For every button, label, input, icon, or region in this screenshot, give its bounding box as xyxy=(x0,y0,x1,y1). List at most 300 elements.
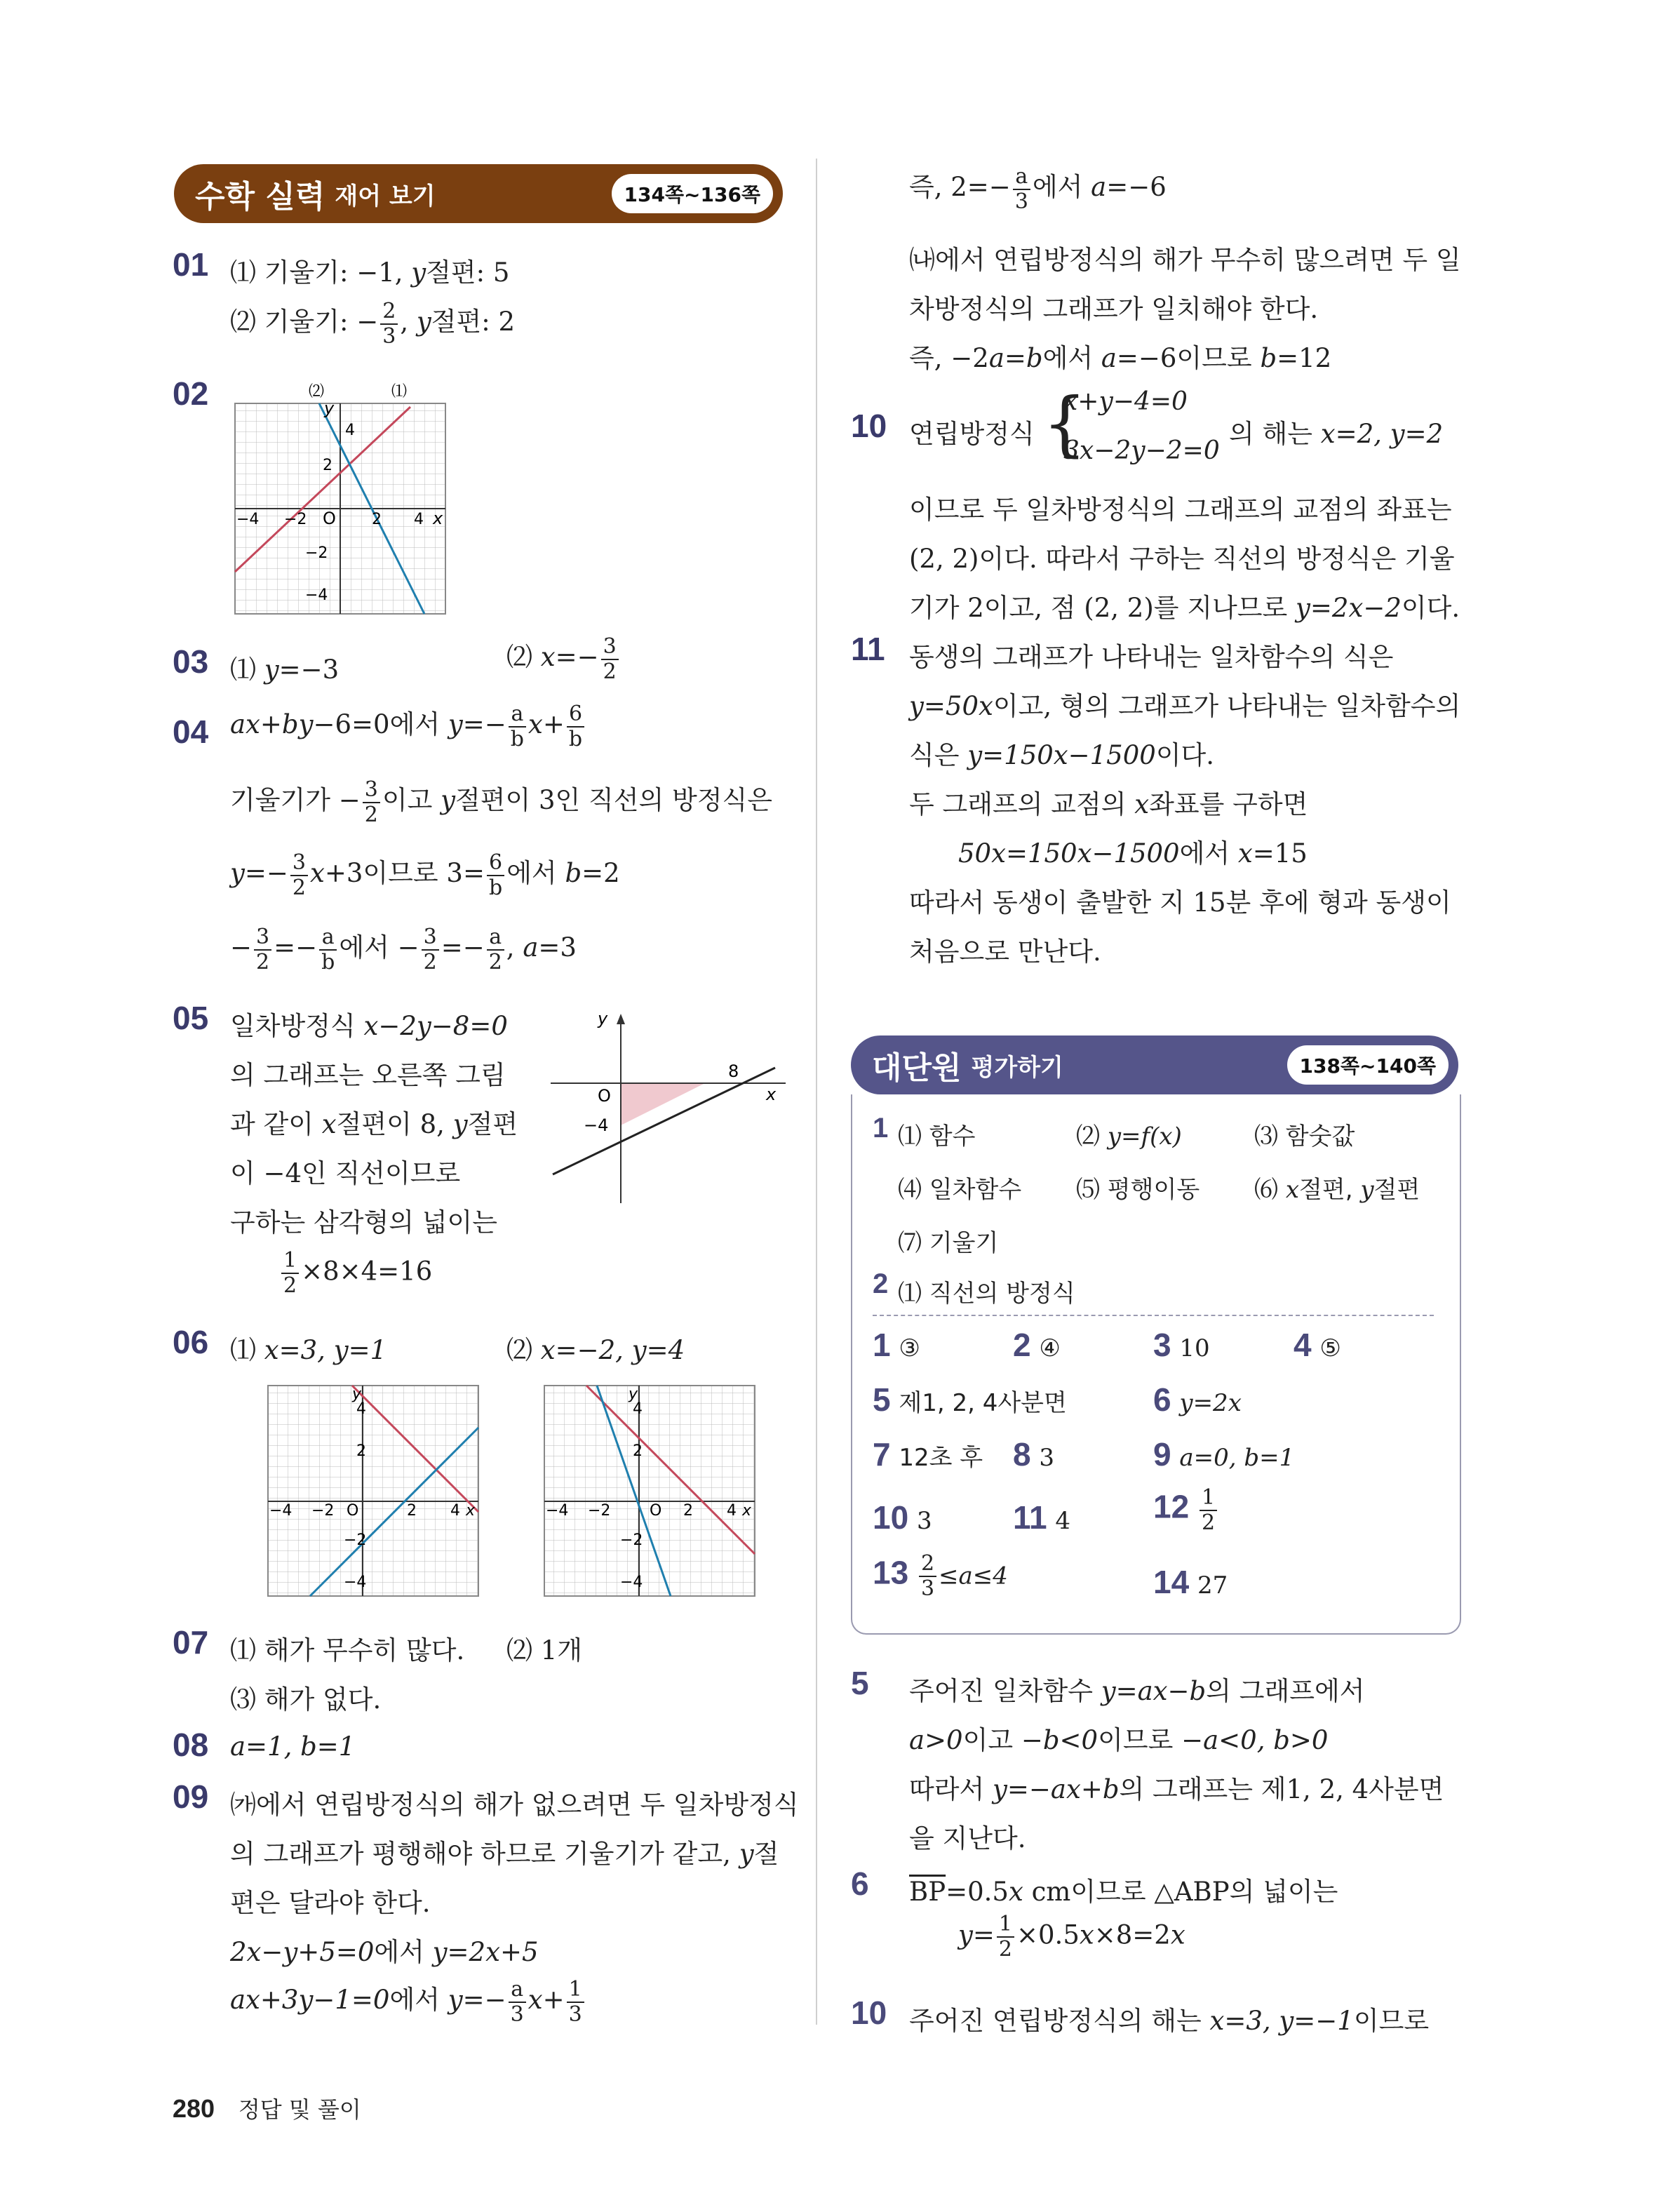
footer xyxy=(173,2092,361,2124)
text: x xyxy=(321,1109,337,1139)
problem-09-right3 xyxy=(909,288,1318,326)
text: 이다. xyxy=(1155,740,1215,770)
denominator: 2 xyxy=(292,875,307,900)
answer-number: 14 xyxy=(1153,1564,1190,1600)
text: ⑶ 함숫값 xyxy=(1254,1122,1355,1151)
text: =0.5 xyxy=(946,1877,1009,1907)
text: x xyxy=(528,709,543,739)
explanation-5-line4 xyxy=(909,1817,1026,1855)
text: 에서 xyxy=(1032,172,1091,202)
right-section-banner xyxy=(851,1035,1458,1094)
summary-1-7 xyxy=(898,1224,998,1258)
text: +3이므로 3= xyxy=(324,858,485,888)
text: 에서 xyxy=(389,1985,448,2015)
left-section-banner xyxy=(174,164,783,223)
problem-11-line7 xyxy=(909,930,1101,968)
text: a>0 xyxy=(909,1725,963,1755)
text: ⑴ 기울기: −1, xyxy=(230,257,412,288)
numerator: 3 xyxy=(422,927,439,951)
problem-07 xyxy=(173,1623,208,1661)
fraction xyxy=(290,852,308,899)
problem-07-c xyxy=(230,1678,381,1716)
text: , xyxy=(506,932,523,963)
text: =2 xyxy=(582,858,620,888)
answer-value: 27 xyxy=(1197,1571,1228,1600)
numerator: 2 xyxy=(380,301,398,325)
problem-03-b xyxy=(506,636,621,683)
text: x=−2, y=4 xyxy=(540,1335,685,1365)
text: =15 xyxy=(1252,838,1308,869)
numerator: a xyxy=(487,927,504,951)
banner-pages: 138쪽~140쪽 xyxy=(1287,1045,1449,1085)
problem-07-a xyxy=(230,1629,464,1667)
text: y xyxy=(452,1109,468,1139)
answer-10 xyxy=(873,1499,932,1536)
text: 연립방정식 xyxy=(909,419,1035,449)
text: ⑵ xyxy=(506,642,541,672)
problem-11 xyxy=(851,630,885,668)
problem-08 xyxy=(173,1726,208,1764)
problem-06-b xyxy=(506,1329,685,1367)
text: 절편: 5 xyxy=(426,257,510,288)
text: ㈎에서 연립방정식의 해가 없으려면 두 일차방정식 xyxy=(230,1790,799,1820)
text: y xyxy=(416,307,431,337)
text: 기가 2이고, 점 (2, 2)를 지나므로 xyxy=(909,593,1296,623)
answer-number: 6 xyxy=(1153,1381,1171,1418)
fraction xyxy=(1200,1487,1217,1534)
text: 기울기가 − xyxy=(230,785,361,815)
problem-06-a xyxy=(230,1329,387,1367)
text: 동생의 그래프가 나타내는 일차함수의 식은 xyxy=(909,642,1394,672)
explanation-5-line1 xyxy=(909,1670,1364,1708)
text: y=ax−b xyxy=(1101,1676,1207,1706)
tick-y-4: 4 xyxy=(356,1400,366,1418)
text: 차방정식의 그래프가 일치해야 한다. xyxy=(909,294,1319,324)
problem-number: 5 xyxy=(851,1665,869,1701)
explanation-6-line1 xyxy=(909,1870,1338,1908)
text: 의 그래프는 오른쪽 그림 xyxy=(230,1060,506,1090)
problem-09 xyxy=(173,1778,208,1816)
text: y xyxy=(739,1839,754,1869)
axis-y: y xyxy=(629,1386,638,1403)
item-number: 1 xyxy=(873,1113,889,1144)
text: 에서 xyxy=(1042,343,1101,373)
tick-x-m4: −4 xyxy=(236,511,260,528)
axis-y: y xyxy=(324,398,335,418)
text: 편은 달라야 한다. xyxy=(230,1888,431,1918)
problem-09-line3 xyxy=(230,1882,430,1919)
text: ⑵ 기울기: − xyxy=(230,307,379,337)
numerator: 3 xyxy=(363,779,380,803)
answer-value: a=0, b=1 xyxy=(1179,1444,1295,1472)
equation-2: 3x−2y−2=0 xyxy=(1063,436,1220,465)
problem-10 xyxy=(851,407,887,445)
brace: { xyxy=(1042,382,1087,464)
numerator: a xyxy=(319,927,337,951)
summary-1-5 xyxy=(1076,1170,1200,1205)
problem-04 xyxy=(173,713,208,751)
problem-04-line2 xyxy=(230,779,772,826)
text: 50x=150x−1500 xyxy=(958,838,1180,869)
text: , xyxy=(400,307,417,337)
text: (2, 2)이다. 따라서 구하는 직선의 방정식은 기울 xyxy=(909,544,1455,574)
explanation-5 xyxy=(851,1664,869,1702)
answer-value: 3 xyxy=(1039,1444,1054,1472)
summary-2-1 xyxy=(898,1274,1075,1308)
graph-02 xyxy=(224,379,456,624)
problem-01 xyxy=(173,246,208,283)
explanation-10 xyxy=(851,1994,887,2032)
tick-y-2: 2 xyxy=(633,1442,643,1460)
text: 의 그래프는 제1, 2, 4사분면 xyxy=(1119,1774,1444,1804)
text: 이므로 두 일차방정식의 그래프의 교점의 좌표는 xyxy=(909,495,1452,525)
problem-number: 05 xyxy=(173,1000,209,1036)
explanation-5-line2 xyxy=(909,1719,1328,1757)
answer-12 xyxy=(1153,1487,1219,1534)
fraction xyxy=(567,1976,584,2027)
text: 이고 xyxy=(962,1725,1021,1755)
text: 이 −4인 직선이므로 xyxy=(230,1158,461,1188)
answer-value: y=2x xyxy=(1179,1389,1242,1417)
answer-8 xyxy=(1013,1435,1054,1473)
denominator: 2 xyxy=(423,949,437,974)
problem-10-line4 xyxy=(909,586,1460,624)
text: y xyxy=(958,1919,973,1950)
tick-x-2: 2 xyxy=(372,511,382,528)
text: cm이므로 △ABP의 넓이는 xyxy=(1023,1877,1338,1907)
text: ⑵ xyxy=(1076,1122,1108,1151)
origin: O xyxy=(347,1502,359,1520)
text: 주어진 연립방정식의 해는 xyxy=(909,2006,1210,2036)
text: 절편: 2 xyxy=(431,307,516,337)
text: y xyxy=(1360,1176,1374,1204)
problem-05-line3 xyxy=(230,1103,518,1141)
problem-09-right4 xyxy=(909,337,1331,375)
text: 절편이 3인 직선의 방정식은 xyxy=(455,785,772,815)
tick-m4: −4 xyxy=(584,1115,609,1135)
text: ⑴ xyxy=(230,655,264,685)
answer-number: 3 xyxy=(1153,1327,1171,1363)
text: =−6이므로 xyxy=(1116,343,1261,373)
text: =− xyxy=(462,709,506,739)
axis-x: x xyxy=(433,509,443,528)
answer-value: 10 xyxy=(1179,1334,1210,1362)
numerator: 2 xyxy=(919,1553,936,1577)
axis-x: x xyxy=(466,1502,476,1520)
fraction xyxy=(1013,163,1030,214)
text: x xyxy=(1170,1919,1185,1950)
summary-1-4 xyxy=(898,1170,1021,1205)
numerator: 3 xyxy=(254,927,271,951)
text: 이므로 xyxy=(1353,2006,1430,2036)
answer-number: 10 xyxy=(873,1499,909,1536)
text: x=3, y=1 xyxy=(264,1335,387,1365)
text: 의 그래프가 평행해야 하므로 기울기가 같고, xyxy=(230,1839,739,1869)
text: 처음으로 만난다. xyxy=(909,937,1101,967)
text: 이고, 형의 그래프가 나타내는 일차함수의 xyxy=(993,691,1461,721)
problem-09-line1 xyxy=(230,1783,799,1821)
graph-label-1: ⑴ xyxy=(391,383,408,401)
denominator: 3 xyxy=(568,2002,582,2027)
text: =3 xyxy=(538,932,577,963)
problem-05-line1 xyxy=(230,1005,508,1043)
denominator: 3 xyxy=(510,2002,524,2027)
text: ⑷ 일차함수 xyxy=(898,1176,1022,1204)
answer-value: 제1, 2, 4사분면 xyxy=(899,1389,1067,1417)
tick-y-m4: −4 xyxy=(620,1574,643,1591)
answer-value: 4 xyxy=(1055,1507,1071,1535)
text: 좌표를 구하면 xyxy=(1149,789,1308,819)
numerator: 6 xyxy=(567,704,584,728)
problem-11-line2 xyxy=(909,685,1460,723)
fraction xyxy=(363,779,380,826)
text: x xyxy=(540,642,556,672)
axis-y: y xyxy=(352,1386,362,1403)
numerator: a xyxy=(1013,166,1030,190)
fraction xyxy=(509,701,526,751)
text: ×8×4=16 xyxy=(301,1256,433,1287)
problem-number: 6 xyxy=(851,1865,869,1902)
problem-10-line1 xyxy=(909,413,1035,450)
text: ⑵ 1개 xyxy=(506,1635,583,1665)
answer-4 xyxy=(1294,1326,1341,1364)
answer-6 xyxy=(1153,1381,1242,1419)
explanation-6 xyxy=(851,1865,869,1903)
problem-08-a xyxy=(230,1731,355,1762)
numerator: 3 xyxy=(290,852,308,876)
text: ⑸ 평행이동 xyxy=(1076,1176,1200,1204)
text: x xyxy=(310,858,325,888)
problem-09-line4 xyxy=(230,1931,539,1969)
fraction xyxy=(380,298,398,349)
tick-x-4: 4 xyxy=(414,511,424,528)
text: − xyxy=(230,932,253,963)
text: y xyxy=(441,785,455,815)
text: 이므로 xyxy=(1098,1725,1182,1755)
tick-y-4: 4 xyxy=(633,1400,643,1418)
text: y=f(x) xyxy=(1107,1122,1182,1151)
text: = xyxy=(972,1919,995,1950)
graph-06a xyxy=(267,1382,484,1600)
problem-09-right2 xyxy=(909,239,1461,276)
denominator: 2 xyxy=(364,802,378,827)
problem-01-line1 xyxy=(230,251,509,289)
column-divider xyxy=(816,159,817,2025)
fraction xyxy=(487,852,504,899)
problem-01-line2 xyxy=(230,300,515,347)
problem-10-line2 xyxy=(909,488,1452,526)
problem-11-line5 xyxy=(958,832,1308,870)
problem-09-line5 xyxy=(230,1978,586,2025)
text: 일차방정식 xyxy=(230,1011,364,1041)
fraction xyxy=(601,636,619,683)
denominator: 3 xyxy=(382,323,396,349)
problem-04-line3 xyxy=(230,852,620,899)
denominator: 3 xyxy=(920,1576,935,1601)
text: 이고 xyxy=(382,785,441,815)
text: ⑴ 해가 무수히 많다. xyxy=(230,1635,465,1665)
tick-y-m4: −4 xyxy=(305,586,328,604)
denominator: b xyxy=(568,726,583,751)
text: ⑴ xyxy=(230,1335,264,1365)
fraction xyxy=(997,1914,1014,1960)
numerator: 6 xyxy=(487,852,504,876)
graph-06b xyxy=(543,1382,760,1600)
text: =− xyxy=(555,642,599,672)
answer-3 xyxy=(1153,1326,1210,1364)
answer-value: 3 xyxy=(916,1507,932,1535)
tick-x-m4: −4 xyxy=(269,1502,293,1520)
tick-x-m4: −4 xyxy=(546,1502,569,1520)
text: 주어진 일차함수 xyxy=(909,1676,1101,1706)
tick-y-m2: −2 xyxy=(344,1531,367,1549)
answer-value: 12초 후 xyxy=(899,1444,983,1472)
text: −6=0에서 xyxy=(313,709,448,739)
problem-number: 07 xyxy=(173,1624,209,1661)
text: 절편 xyxy=(1373,1176,1420,1204)
text: =− xyxy=(274,932,318,963)
text: 절편이 8, xyxy=(336,1109,453,1139)
problem-number: 11 xyxy=(851,631,885,667)
problem-09-line2 xyxy=(230,1832,779,1870)
answer-number: 12 xyxy=(1153,1488,1190,1525)
problem-11-line3 xyxy=(909,734,1214,772)
banner-pages: 134쪽~136쪽 xyxy=(612,174,773,213)
tick-x-m2: −2 xyxy=(284,511,307,528)
problem-05-line2 xyxy=(230,1054,506,1092)
numerator: 1 xyxy=(997,1914,1014,1938)
footer-label: 정답 및 풀이 xyxy=(238,2096,361,2123)
problem-number: 10 xyxy=(851,408,887,444)
answer-value: ⑤ xyxy=(1319,1334,1341,1362)
answer-number: 11 xyxy=(1013,1499,1047,1536)
answer-value: ④ xyxy=(1039,1334,1061,1362)
numerator: a xyxy=(509,1979,526,2003)
text: a=1, b=1 xyxy=(230,1731,356,1762)
text: 즉, 2=− xyxy=(909,172,1011,202)
origin: O xyxy=(598,1086,611,1106)
page-number: 280 xyxy=(173,2094,215,2123)
banner-title-small: 재어 보기 xyxy=(335,182,436,210)
explanation-6-line2 xyxy=(958,1914,1185,1960)
segment-bp: $\overline{BP}$ xyxy=(909,1877,946,1907)
text: 에서 − xyxy=(339,932,419,963)
text: =− xyxy=(462,1985,506,2015)
text: x=3, y=−1 xyxy=(1209,2006,1354,2036)
fraction xyxy=(567,701,584,751)
text: a xyxy=(1101,343,1117,373)
text: 따라서 xyxy=(909,1774,993,1804)
tick-x-m2: −2 xyxy=(588,1502,611,1520)
summary-1-3 xyxy=(1254,1117,1355,1151)
numerator: 1 xyxy=(1200,1487,1217,1511)
problem-04-line4 xyxy=(230,926,577,973)
origin: O xyxy=(650,1502,662,1520)
answer-number: 7 xyxy=(873,1436,891,1473)
answer-number: 5 xyxy=(873,1381,891,1418)
summary-1-6 xyxy=(1254,1170,1420,1205)
answer-number: 9 xyxy=(1153,1436,1171,1473)
tick-8: 8 xyxy=(728,1061,739,1081)
summary-1-2 xyxy=(1076,1117,1182,1151)
answer-11 xyxy=(1013,1499,1070,1536)
text: 따라서 동생이 출발한 지 15분 후에 형과 동생이 xyxy=(909,887,1451,918)
problem-09-right1 xyxy=(909,163,1167,214)
text: ⑵ xyxy=(506,1335,541,1365)
text: + xyxy=(542,1985,565,2015)
numerator: 1 xyxy=(281,1250,299,1274)
text: 에서 xyxy=(374,1937,433,1967)
answer-number: 13 xyxy=(873,1554,909,1591)
text: =−3 xyxy=(278,655,340,685)
problem-11-line4 xyxy=(909,783,1308,821)
text: =− xyxy=(441,932,485,963)
problem-10-line1b xyxy=(1229,413,1443,450)
denominator: 2 xyxy=(256,949,270,974)
denominator: 2 xyxy=(1201,1510,1216,1535)
tick-y-m4: −4 xyxy=(344,1574,367,1591)
text: 이다. xyxy=(1401,593,1460,623)
tick-y-2: 2 xyxy=(356,1442,366,1460)
text: y=150x−1500 xyxy=(967,740,1156,770)
text: x xyxy=(528,1985,543,2015)
text: =−6 xyxy=(1106,172,1167,202)
problem-number: 08 xyxy=(173,1727,209,1763)
problem-number: 10 xyxy=(851,1995,887,2031)
text: ax+3y−1=0 xyxy=(230,1985,390,2015)
fraction xyxy=(281,1250,299,1296)
summary-1-1 xyxy=(898,1117,976,1151)
problem-03 xyxy=(173,643,208,681)
text: y xyxy=(448,709,463,739)
text: 과 같이 xyxy=(230,1109,322,1139)
text: ×8=2 xyxy=(1094,1919,1171,1950)
text: x xyxy=(1134,789,1150,819)
text: x xyxy=(1285,1176,1299,1204)
problem-03-a xyxy=(230,648,339,686)
text: a xyxy=(523,932,539,963)
text: ㈏에서 연립방정식의 해가 무수히 많으려면 두 일 xyxy=(909,245,1461,275)
fraction xyxy=(487,924,504,974)
text: x=2, y=2 xyxy=(1320,419,1444,449)
equation-1: x+y−4=0 xyxy=(1063,387,1188,416)
text: =− xyxy=(244,858,288,888)
text: y xyxy=(448,1985,463,2015)
answer-7 xyxy=(873,1435,983,1473)
answer-5 xyxy=(873,1381,1067,1419)
numerator: 1 xyxy=(567,1979,584,2003)
banner-title: 대단원 xyxy=(872,1050,962,1086)
text: x−2y−8=0 xyxy=(363,1011,508,1041)
origin: O xyxy=(323,509,336,528)
text: x xyxy=(1079,1919,1094,1950)
text: y xyxy=(411,257,426,288)
text: ×0.5 xyxy=(1016,1919,1080,1950)
problem-11-line6 xyxy=(909,881,1451,919)
problem-04-line1 xyxy=(230,703,586,750)
text: 즉, −2 xyxy=(909,343,989,373)
text: y xyxy=(230,858,245,888)
problem-number: 09 xyxy=(173,1778,209,1815)
problem-10-line3 xyxy=(909,537,1455,575)
problem-05 xyxy=(173,999,208,1037)
text: 에서 xyxy=(1179,838,1238,869)
text: y=2x+5 xyxy=(432,1937,539,1967)
tick-y-2: 2 xyxy=(323,457,332,474)
denominator: 3 xyxy=(1014,189,1028,214)
tick-y-m2: −2 xyxy=(620,1531,643,1549)
tick-x-2: 2 xyxy=(683,1502,693,1520)
